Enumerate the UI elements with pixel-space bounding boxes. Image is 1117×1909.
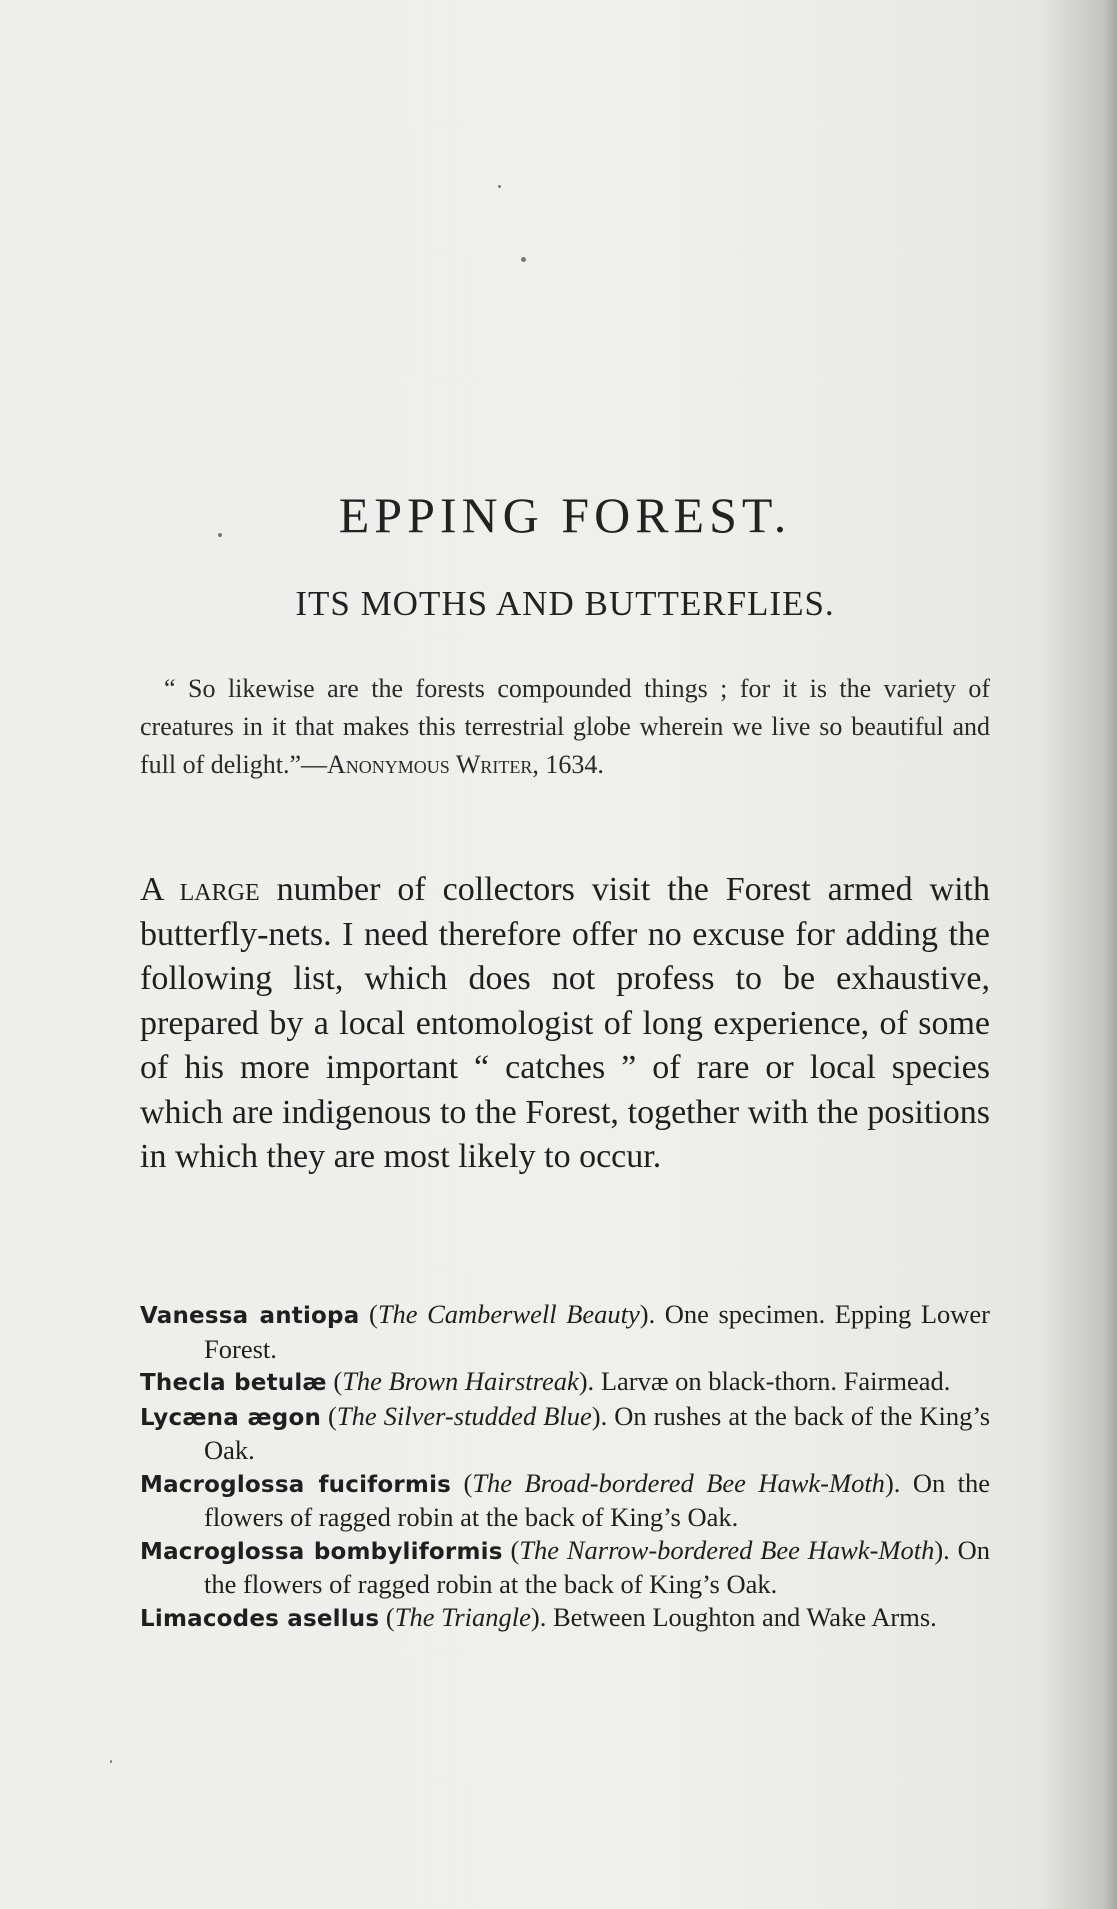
- species-entry: Vanessa antiopa (The Camberwell Beauty). One specimen. Epping Lower Forest.: [140, 1299, 991, 1364]
- page-title: EPPING FOREST.: [338, 487, 792, 543]
- intro-lead-word: large: [179, 871, 260, 908]
- species-name: Lycæna ægon: [140, 1404, 322, 1431]
- epigraph-dash: —: [301, 750, 328, 779]
- intro-lead-capital: A: [140, 871, 163, 908]
- species-common-name: The Camberwell Beauty: [377, 1299, 640, 1329]
- species-entry: Macroglossa bombyliformis (The Narrow-bordered Bee Hawk-Moth). On the flowers of ragged robin at the back of King’s Oak.: [140, 1534, 991, 1599]
- page-subtitle: ITS MOTHS AND BUTTERFLIES.: [295, 584, 835, 623]
- species-note: On the flowers of ragged robin at the back of King’s Oak.: [204, 1467, 991, 1532]
- species-common-name: The Brown Hairstreak: [342, 1366, 579, 1396]
- species-common-name: The Narrow-bordered Bee Hawk-Moth: [519, 1534, 935, 1565]
- epigraph-year: , 1634.: [532, 750, 604, 779]
- species-name: Vanessa antiopa: [140, 1303, 360, 1329]
- intro-paragraph: [140, 868, 990, 1180]
- species-note: On the flowers of ragged robin at the back of King’s Oak.: [204, 1534, 991, 1599]
- species-note: Larvæ on black-thorn. Fairmead.: [600, 1366, 951, 1396]
- species-entry: Macroglossa fuciformis (The Broad-bordered Bee Hawk-Moth). On the flowers of ragged robin at the back of King’s Oak.: [140, 1467, 991, 1532]
- page-edge-shadow: [1103, 0, 1117, 1909]
- species-common-name: The Triangle: [394, 1601, 531, 1632]
- species-note: Between Loughton and Wake Arms.: [553, 1601, 937, 1632]
- species-name: Limacodes asellus: [140, 1605, 380, 1632]
- epigraph: [140, 670, 990, 784]
- species-list: [140, 1298, 990, 1635]
- intro-text: number of collectors visit the Forest armed with butterfly-nets. I need therefore offer no excuse for adding the following list, which does not profess to be exhaustive, prepared by a local entomologist of long experience, of some of his more important “ catches ” of rare or local species which are indigenous to the Forest, together with the positions in which they are most likely to occur.: [140, 871, 991, 1175]
- epigraph-author: Anonymous Writer: [327, 750, 533, 779]
- epigraph-quote: “ So likewise are the forests compounded things ; for it is the variety of creatures in it that makes this terrestrial globe wherein we live so beautiful and full of delight.”: [140, 674, 990, 779]
- species-name: Thecla betulæ: [140, 1370, 327, 1396]
- species-name: Macroglossa fuciformis: [140, 1471, 452, 1498]
- species-note: On rushes at the back of the King’s Oak.: [204, 1400, 991, 1465]
- species-common-name: The Silver-studded Blue: [336, 1400, 592, 1431]
- species-entry: Limacodes asellus (The Triangle). Between Loughton and Wake Arms.: [140, 1601, 937, 1632]
- species-common-name: The Broad-bordered Bee Hawk-Moth: [472, 1467, 885, 1498]
- species-entry: Lycæna ægon (The Silver-studded Blue). On rushes at the back of the King’s Oak.: [140, 1400, 991, 1465]
- species-name: Macroglossa bombyliformis: [140, 1538, 503, 1565]
- species-entry: Thecla betulæ (The Brown Hairstreak). Larvæ on black-thorn. Fairmead.: [140, 1366, 951, 1396]
- species-note: One specimen. Epping Lower Forest.: [204, 1299, 991, 1364]
